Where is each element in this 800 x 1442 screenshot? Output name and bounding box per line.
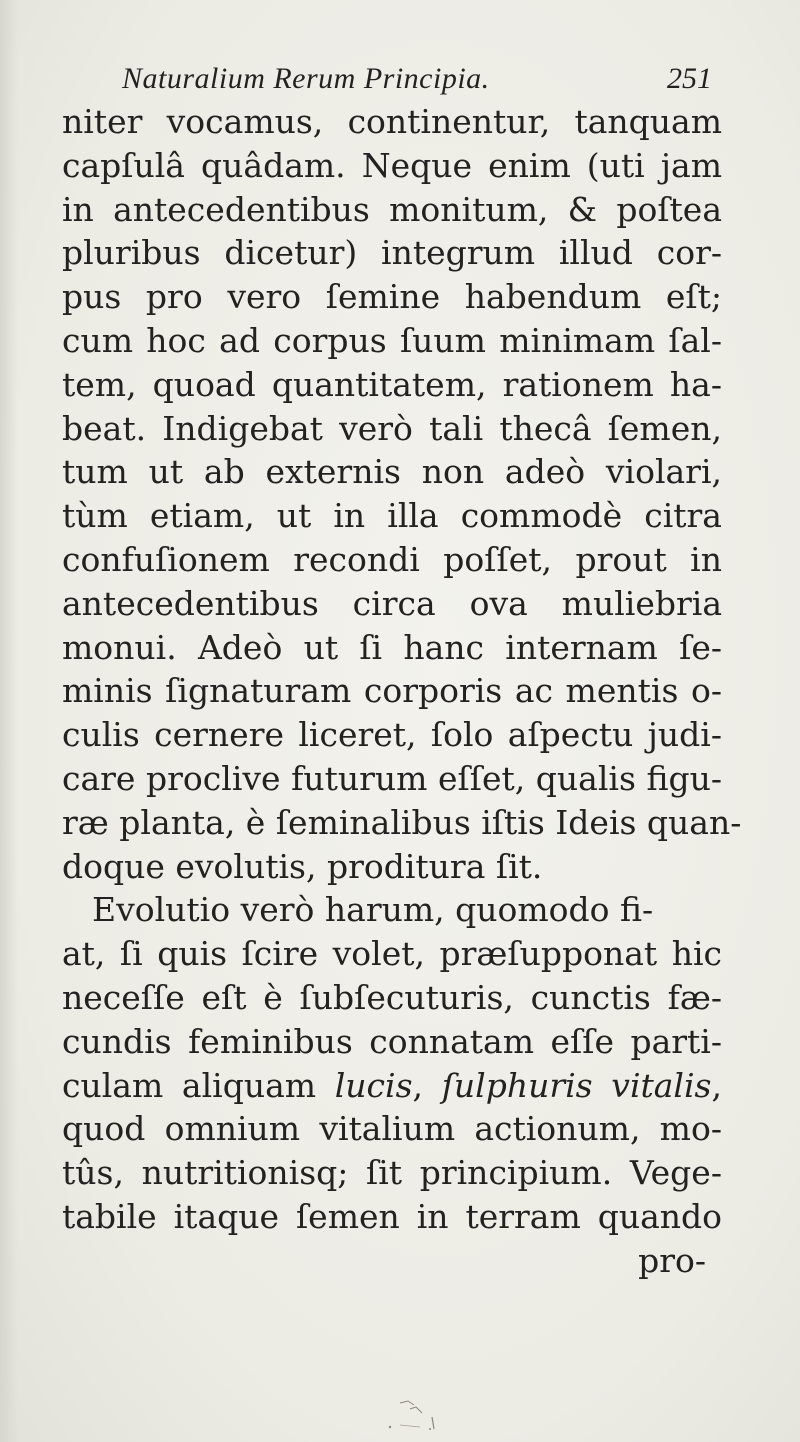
spine-shadow xyxy=(0,0,18,1442)
text-line xyxy=(62,494,722,538)
text-line xyxy=(62,188,722,232)
text-line xyxy=(62,1151,722,1195)
line-segment: beat. Indigebat verò tali thecâ ſemen, xyxy=(62,408,722,448)
line-segment: tem, quoad quantitatem, rationem ha- xyxy=(62,364,722,404)
line-segment: in antecedentibus monitum, & poſtea xyxy=(62,189,722,229)
text-line xyxy=(62,275,722,319)
line-segment: Evolutio verò harum, quomodo fi- xyxy=(92,890,654,930)
line-segment: tum ut ab externis non adeò violari, xyxy=(62,452,722,492)
text-line xyxy=(62,932,722,976)
line-segment: pluribus dicetur) integrum illud cor- xyxy=(62,233,722,273)
text-line xyxy=(62,582,722,626)
text-line xyxy=(62,713,722,757)
line-segment: antecedentibus circa ova muliebria xyxy=(62,583,722,623)
body-text xyxy=(62,100,742,1283)
line-segment: tûs, nutritionisq; ſit principium. Vege- xyxy=(62,1153,722,1193)
line-segment: neceſſe eſt è ſubſecuturis, cunctis fæ- xyxy=(62,977,722,1017)
line-segment: capſulâ quâdam. Neque enim (uti jam xyxy=(62,145,722,185)
text-line xyxy=(62,363,722,407)
text-line xyxy=(62,1107,722,1151)
line-segment: pus pro vero ſemine habendum eſt; xyxy=(62,277,722,317)
italic-phrase: lucis xyxy=(334,1065,413,1105)
line-segment: niter vocamus, continentur, tanquam xyxy=(62,102,722,141)
text-line xyxy=(62,845,722,889)
text-line xyxy=(62,319,722,363)
text-line xyxy=(62,976,722,1020)
line-segment: culis cernere liceret, ſolo aſpectu judi- xyxy=(62,715,722,755)
line-segment: tabile itaque ſemen in terram quando xyxy=(62,1196,722,1236)
line-segment: care proclive futurum eſſet, qualis figu- xyxy=(62,758,722,798)
text-line xyxy=(62,626,722,670)
text-line xyxy=(62,450,722,494)
page-number: 251 xyxy=(667,62,712,95)
line-segment: ræ planta, è ſeminalibus iſtis Ideis quan- xyxy=(62,802,742,842)
line-segment: at, ſi quis ſcire volet, præſupponat hic xyxy=(62,934,722,974)
line-segment: cum hoc ad corpus ſuum minimam ſal- xyxy=(62,320,722,360)
line-segment: pro- xyxy=(638,1240,706,1280)
line-segment: confuſionem recondi poſſet, prout in xyxy=(62,539,722,579)
text-line xyxy=(62,144,722,188)
text-line xyxy=(62,757,722,801)
running-title: Naturalium Rerum Principia. xyxy=(122,62,490,95)
paper-specks xyxy=(370,1395,480,1435)
text-line xyxy=(62,1195,722,1239)
text-line xyxy=(62,1020,722,1064)
line-segment: monui. Adeò ut ſi hanc internam ſe- xyxy=(62,627,722,667)
line-segment: , xyxy=(412,1065,442,1105)
line-segment: , xyxy=(711,1065,722,1105)
line-segment: tùm etiam, ut in illa commodè citra xyxy=(62,496,722,536)
line-segment: quod omnium vitalium actionum, mo- xyxy=(62,1109,722,1149)
line-segment: minis ſignaturam corporis ac mentis o- xyxy=(62,671,722,711)
text-line xyxy=(62,231,722,275)
text-line xyxy=(62,538,722,582)
catchword xyxy=(62,1239,722,1283)
line-segment: cundis feminibus connatam eſſe parti- xyxy=(62,1021,722,1061)
text-line xyxy=(62,669,722,713)
running-head xyxy=(122,62,712,102)
line-segment: doque evolutis, proditura ſit. xyxy=(62,846,543,886)
text-line xyxy=(62,100,722,144)
text-line xyxy=(62,888,722,932)
italic-phrase: ſulphuris vitalis xyxy=(441,1065,712,1105)
text-line xyxy=(62,801,742,845)
line-segment: culam aliquam xyxy=(62,1065,335,1105)
text-line xyxy=(62,1064,722,1108)
text-line xyxy=(62,407,722,451)
